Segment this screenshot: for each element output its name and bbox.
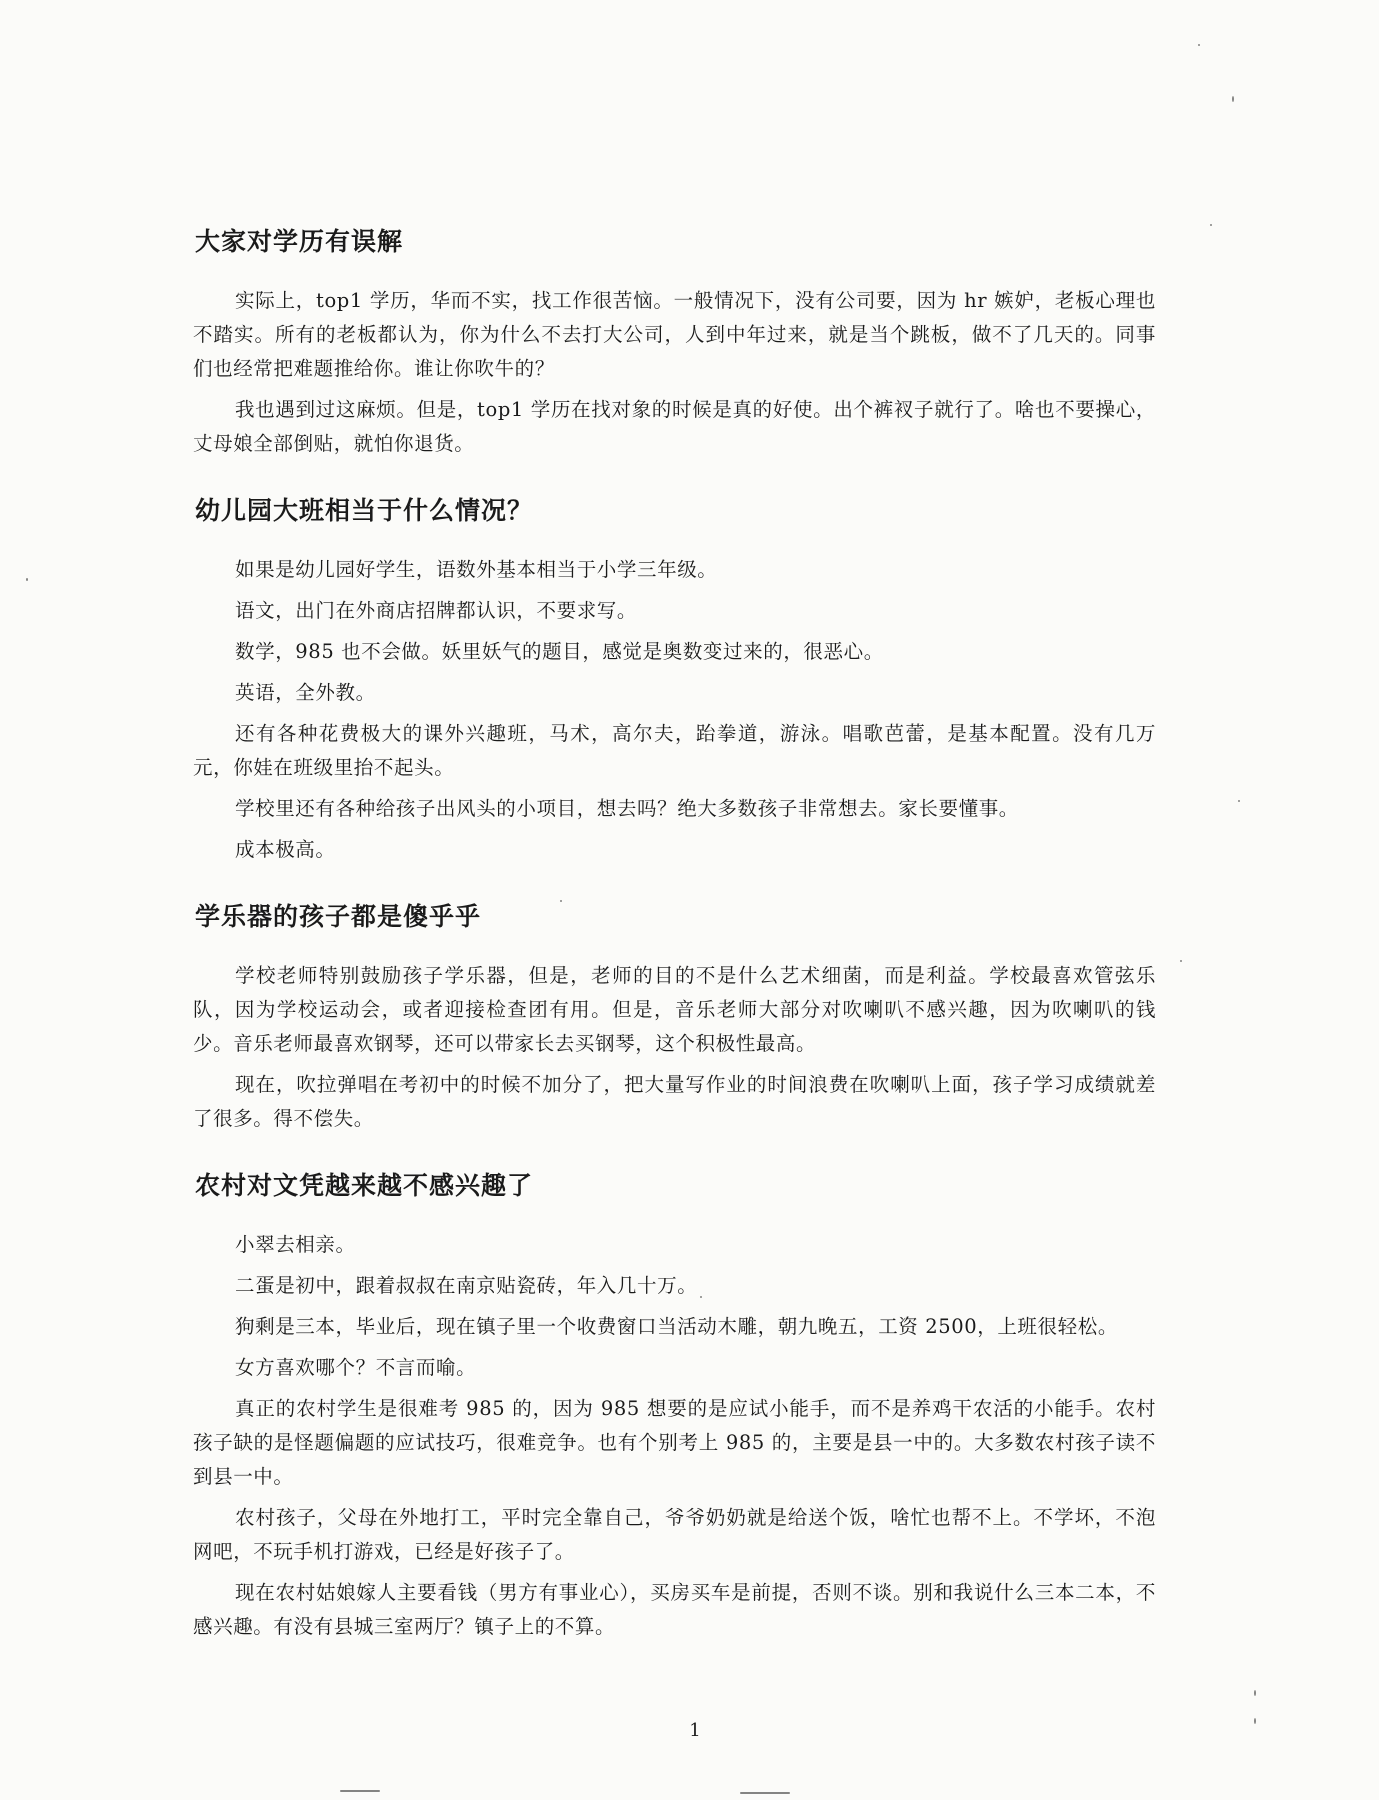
paragraph: 如果是幼儿园好学生，语数外基本相当于小学三年级。 xyxy=(235,558,718,581)
paragraph: 数学，985 也不会做。妖里妖气的题目，感觉是奥数变过来的，很恶心。 xyxy=(235,640,884,663)
scan-speck xyxy=(340,1790,380,1792)
section-heading: 农村对文凭越来越不感兴趣了 xyxy=(195,1171,534,1200)
paragraph: 真正的农村学生是很难考 985 的，因为 985 想要的是应试小能手，而不是养鸡干农活的小能手。农村孩子缺的是怪题偏题的应试技巧，很难竞争。也有个别考上 985 的，主要是县一中的。大多数农村孩子读不到县一中。 xyxy=(193,1397,1156,1488)
paragraph: 成本极高。 xyxy=(235,838,336,861)
section-instruments xyxy=(193,899,1156,1136)
section-heading: 学乐器的孩子都是傻乎乎 xyxy=(195,902,482,931)
section-rural-diplomas xyxy=(193,1168,1156,1644)
paragraph: 女方喜欢哪个？不言而喻。 xyxy=(235,1356,477,1379)
paragraph: 狗剩是三本，毕业后，现在镇子里一个收费窗口当活动木雕，朝九晚五，工资 2500，上班很轻松。 xyxy=(235,1315,1118,1338)
paragraph: 二蛋是初中，跟着叔叔在南京贴瓷砖，年入几十万。 xyxy=(235,1274,698,1297)
scan-speck xyxy=(1232,96,1234,102)
paragraph: 实际上，top1 学历，华而不实，找工作很苦恼。一般情况下，没有公司要，因为 hr 嫉妒，老板心理也不踏实。所有的老板都认为，你为什么不去打大公司，人到中年过来，就是当个跳板，做不了几天的。同事们也经常把难题推给你。谁让你吹牛的？ xyxy=(193,289,1156,380)
document-body xyxy=(193,224,1156,1651)
section-degree-misunderstanding xyxy=(193,224,1156,461)
scan-speck xyxy=(700,1296,702,1298)
scan-speck xyxy=(560,900,562,902)
paragraph: 现在，吹拉弹唱在考初中的时候不加分了，把大量写作业的时间浪费在吹喇叭上面，孩子学习成绩就差了很多。得不偿失。 xyxy=(193,1073,1156,1130)
scan-speck xyxy=(1254,1690,1256,1696)
scan-speck xyxy=(1254,1718,1256,1724)
page-number: 1 xyxy=(689,1720,701,1741)
section-heading: 大家对学历有误解 xyxy=(195,227,404,256)
scan-speck xyxy=(26,578,28,581)
scan-speck xyxy=(1238,800,1240,802)
paragraph: 英语，全外教。 xyxy=(235,681,376,704)
scan-speck xyxy=(1210,224,1212,226)
paragraph: 我也遇到过这麻烦。但是，top1 学历在找对象的时候是真的好使。出个裤衩子就行了。啥也不要操心，丈母娘全部倒贴，就怕你退货。 xyxy=(193,398,1156,455)
paragraph: 还有各种花费极大的课外兴趣班，马术，高尔夫，跆拳道，游泳。唱歌芭蕾，是基本配置。没有几万元，你娃在班级里抬不起头。 xyxy=(193,722,1156,779)
paragraph: 学校里还有各种给孩子出风头的小项目，想去吗？绝大多数孩子非常想去。家长要懂事。 xyxy=(235,797,1019,820)
paragraph: 小翠去相亲。 xyxy=(235,1233,356,1256)
scan-speck xyxy=(1180,960,1182,962)
paragraph: 农村孩子，父母在外地打工，平时完全靠自己，爷爷奶奶就是给送个饭，啥忙也帮不上。不学坏，不泡网吧，不玩手机打游戏，已经是好孩子了。 xyxy=(193,1506,1156,1563)
section-heading: 幼儿园大班相当于什么情况？ xyxy=(195,496,534,525)
paragraph: 语文，出门在外商店招牌都认识，不要求写。 xyxy=(235,599,638,622)
paragraph: 学校老师特别鼓励孩子学乐器，但是，老师的目的不是什么艺术细菌，而是利益。学校最喜欢管弦乐队，因为学校运动会，或者迎接检查团有用。但是，音乐老师大部分对吹喇叭不感兴趣，因为吹喇叭的钱少。音乐老师最喜欢钢琴，还可以带家长去买钢琴，这个积极性最高。 xyxy=(193,964,1156,1055)
paragraph: 现在农村姑娘嫁人主要看钱（男方有事业心），买房买车是前提，否则不谈。别和我说什么三本二本，不感兴趣。有没有县城三室两厅？镇子上的不算。 xyxy=(193,1581,1156,1638)
scan-speck xyxy=(740,1792,790,1794)
section-kindergarten xyxy=(193,493,1156,867)
scan-speck xyxy=(1198,44,1200,46)
